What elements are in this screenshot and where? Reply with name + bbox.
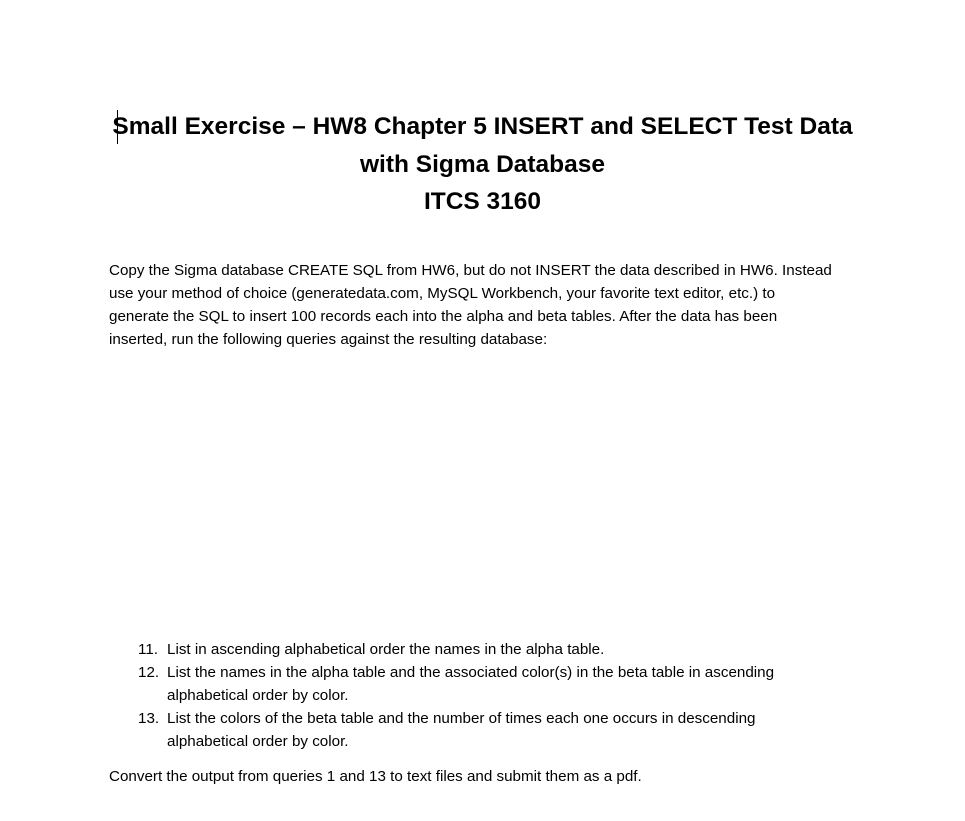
title-line-1: Small Exercise – HW8 Chapter 5 INSERT and SELECT Test Data [112,113,853,140]
intro-line: use your method of choice (generatedata.com, MySQL Workbench, your favorite text editor, etc.) to [109,285,776,302]
list-item [109,638,869,661]
document-title [100,108,865,221]
closing-paragraph: Convert the output from queries 1 and 13 to text files and submit them as a pdf. [109,768,642,785]
query-list [109,638,869,753]
title-line-2: with Sigma Database [359,150,606,178]
list-item-number: 13. [138,710,160,727]
intro-line: Copy the Sigma database CREATE SQL from HW6, but do not INSERT the data described in HW6. Instead [109,262,832,279]
list-item-number: 11. [138,641,158,658]
intro-line: inserted, run the following queries against the resulting database: [109,331,548,348]
title-line-3: ITCS 3160 [423,188,542,215]
list-item-text: List in ascending alphabetical order the names in the alpha table. [167,641,605,658]
list-item-number: 12. [138,664,160,681]
list-item [109,707,869,753]
intro-line: generate the SQL to insert 100 records each into the alpha and beta tables. After the data has been [109,308,778,325]
list-item [109,661,869,707]
list-item-text: List the colors of the beta table and the number of times each one occurs in descending [167,710,756,727]
list-item-text: alphabetical order by color. [167,733,349,750]
list-item-text: List the names in the alpha table and the associated color(s) in the beta table in ascending [167,664,775,681]
intro-paragraph [109,259,869,351]
list-item-text: alphabetical order by color. [167,687,349,704]
